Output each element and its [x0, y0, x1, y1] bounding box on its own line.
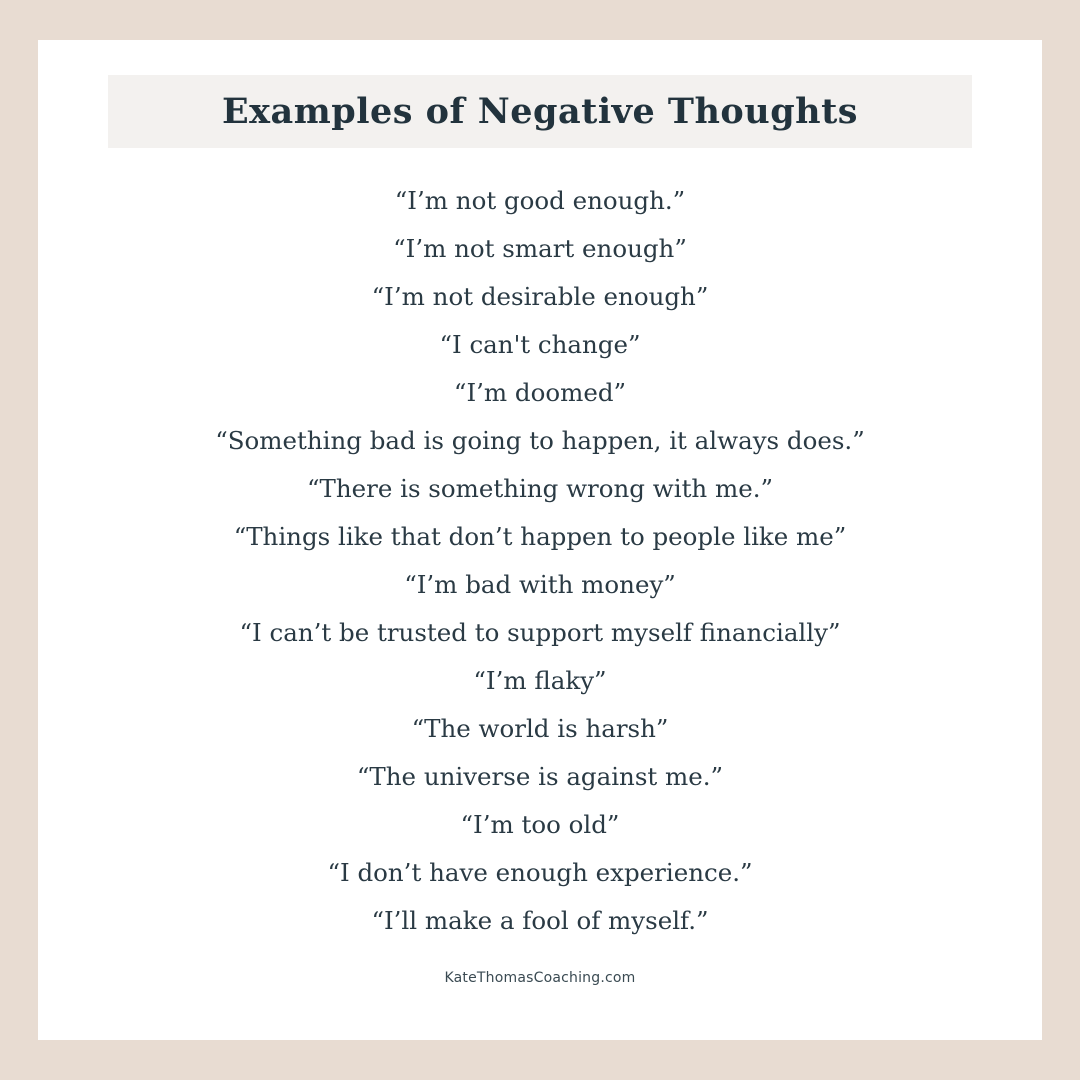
list-item: “Something bad is going to happen, it always does.”	[215, 426, 865, 455]
list-item: “I’ll make a fool of myself.”	[371, 906, 709, 935]
list-item: “Things like that don’t happen to people like me”	[233, 522, 847, 551]
list-item: “I’m not good enough.”	[394, 186, 686, 215]
list-item: “I’m not desirable enough”	[371, 282, 709, 311]
list-item: “I’m flaky”	[473, 666, 607, 695]
content-card	[38, 40, 1042, 1040]
list-item: “I’m bad with money”	[404, 570, 676, 599]
list-item: “I’m too old”	[460, 810, 620, 839]
list-item: “I can't change”	[439, 330, 641, 359]
list-item: “There is something wrong with me.”	[306, 474, 774, 503]
list-item: “The world is harsh”	[411, 714, 669, 743]
list-item: “I’m not smart enough”	[393, 234, 687, 263]
title-banner	[108, 75, 972, 148]
thought-list	[38, 177, 1042, 945]
page-title: Examples of Negative Thoughts	[221, 91, 858, 132]
list-item: “I don’t have enough experience.”	[327, 858, 753, 887]
list-item: “I’m doomed”	[453, 378, 627, 407]
footer-website: KateThomasCoaching.com	[444, 970, 636, 986]
list-item: “The universe is against me.”	[356, 762, 724, 791]
list-item: “I can’t be trusted to support myself financially”	[239, 618, 841, 647]
